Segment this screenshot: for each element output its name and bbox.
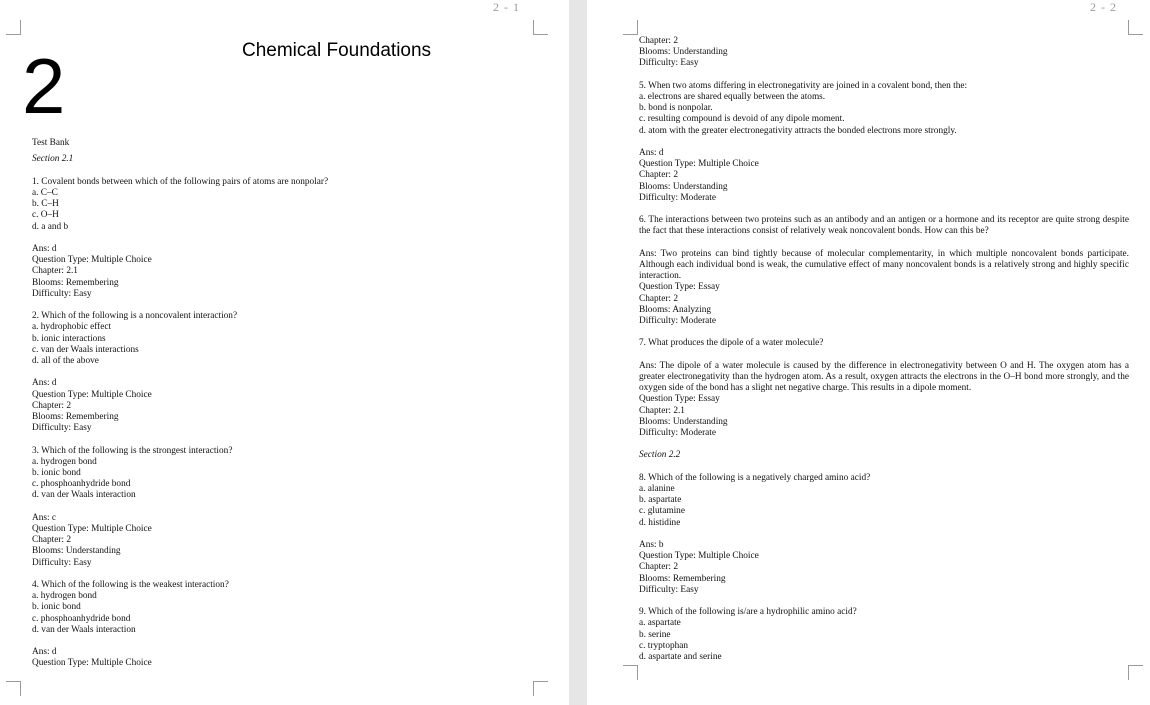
question-6-text: 6. The interactions between two proteins such as an antibody and an antigen or a hormone and its receptor are quite strong despite the fact that these interactions consist of relatively weak noncovalent bonds. How can this be? <box>639 215 1129 237</box>
question-4-chapter: Chapter: 2 <box>639 36 678 46</box>
question-6-blooms: Blooms: Analyzing <box>639 304 712 315</box>
question-4-difficulty: Difficulty: Easy <box>639 58 699 69</box>
test-bank-label: Test Bank <box>32 138 70 148</box>
question-3-type: Question Type: Multiple Choice <box>32 524 152 534</box>
page-number-label: 2 - 2 <box>1090 0 1117 14</box>
question-8-blooms: Blooms: Remembering <box>639 573 726 584</box>
question-1-type: Question Type: Multiple Choice <box>32 255 152 266</box>
question-3-blooms: Blooms: Understanding <box>32 546 121 557</box>
question-6-difficulty: Difficulty: Moderate <box>639 316 717 327</box>
document-page-2 <box>587 0 1150 705</box>
question-7-chapter: Chapter: 2.1 <box>639 405 685 416</box>
question-1-option-b: b. C–H <box>32 199 59 210</box>
page-2-body <box>639 36 1129 663</box>
section-heading: Section 2.2 <box>639 450 681 461</box>
question-2-text: 2. Which of the following is a noncovalent interaction? <box>32 311 238 322</box>
question-5-blooms: Blooms: Understanding <box>639 181 728 192</box>
question-9-text: 9. Which of the following is/are a hydrophilic amino acid? <box>639 607 857 618</box>
question-5-option-a: a. electrons are shared equally between the atoms. <box>639 92 826 102</box>
question-2-option-b: b. ionic interactions <box>32 333 106 344</box>
question-1-blooms: Blooms: Remembering <box>32 277 119 288</box>
question-2-option-c: c. van der Waals interactions <box>32 344 139 355</box>
question-8-option-d: d. histidine <box>639 517 681 528</box>
question-3-option-c: c. phosphoanhydride bond <box>32 479 131 490</box>
question-3-option-d: d. van der Waals interaction <box>32 490 136 501</box>
question-2-chapter: Chapter: 2 <box>32 400 71 411</box>
crop-mark-bottom-left <box>6 681 21 696</box>
question-3-answer: Ans: c <box>32 512 57 523</box>
question-5-chapter: Chapter: 2 <box>639 170 678 181</box>
chapter-number: 2 <box>22 42 66 130</box>
question-9-option-d: d. aspartate and serine <box>639 652 722 663</box>
chapter-title: Chemical Foundations <box>242 40 432 61</box>
question-4-text: 4. Which of the following is the weakest interaction? <box>32 580 229 590</box>
question-8-difficulty: Difficulty: Easy <box>639 584 699 595</box>
question-5-type: Question Type: Multiple Choice <box>639 159 759 170</box>
question-1-answer: Ans: d <box>32 243 57 254</box>
question-8-text: 8. Which of the following is a negatively charged amino acid? <box>639 472 871 483</box>
crop-mark-top-right <box>533 20 548 35</box>
question-7-text: 7. What produces the dipole of a water molecule? <box>639 338 824 349</box>
question-4-option-c: c. phosphoanhydride bond <box>32 613 131 624</box>
question-4-type: Question Type: Multiple Choice <box>32 658 152 669</box>
page-1-body <box>32 138 547 670</box>
question-1-difficulty: Difficulty: Easy <box>32 288 92 299</box>
crop-mark-top-left <box>6 20 21 35</box>
question-2-blooms: Blooms: Remembering <box>32 412 119 422</box>
question-1-chapter: Chapter: 2.1 <box>32 266 78 277</box>
document-page-1 <box>0 0 569 705</box>
question-3-chapter: Chapter: 2 <box>32 535 71 546</box>
question-1-text: 1. Covalent bonds between which of the following pairs of atoms are nonpolar? <box>32 176 329 187</box>
question-4-option-a: a. hydrogen bond <box>32 591 97 602</box>
question-7-difficulty: Difficulty: Moderate <box>639 428 717 439</box>
question-2-option-a: a. hydrophobic effect <box>32 322 112 333</box>
question-5-option-d: d. atom with the greater electronegativity attracts the bonded electrons more strongly. <box>639 125 957 136</box>
crop-mark-top-left <box>623 20 638 35</box>
section-heading: Section 2.1 <box>32 154 74 165</box>
question-5-text: 5. When two atoms differing in electronegativity are joined in a covalent bond, then the: <box>639 80 968 91</box>
question-4-blooms: Blooms: Understanding <box>639 47 728 58</box>
question-3-option-a: a. hydrogen bond <box>32 456 97 467</box>
question-4-option-d: d. van der Waals interaction <box>32 624 136 635</box>
question-1-option-a: a. C–C <box>32 187 58 198</box>
question-6-answer: Ans: Two proteins can bind tightly because of molecular complementarity, in which multiple noncovalent bonds participate. Although each individual bond is weak, the cumulative effect of many noncovalent bonds is a relatively strong and highly specific interaction. <box>639 248 1129 282</box>
question-8-chapter: Chapter: 2 <box>639 562 678 573</box>
question-4-option-b: b. ionic bond <box>32 602 81 613</box>
question-5-difficulty: Difficulty: Moderate <box>639 192 717 203</box>
question-8-type: Question Type: Multiple Choice <box>639 551 759 562</box>
question-8-option-a: a. alanine <box>639 484 675 494</box>
crop-mark-top-right <box>1128 20 1143 35</box>
question-5-option-c: c. resulting compound is devoid of any dipole moment. <box>639 114 845 125</box>
question-5-option-b: b. bond is nonpolar. <box>639 103 713 114</box>
question-1-option-d: d. a and b <box>32 221 69 232</box>
question-7-answer: Ans: The dipole of a water molecule is caused by the difference in electronegativity between O and H. The oxygen atom has a greater electronegativity than the hydrogen atom. As a result, oxygen attracts the electrons in the O–H bond more strongly, and the oxygen side of the bond has a slight net negative charge. This results in a dipole moment. <box>639 360 1129 394</box>
question-5-answer: Ans: d <box>639 148 664 158</box>
question-8-answer: Ans: b <box>639 540 664 550</box>
question-3-text: 3. Which of the following is the strongest interaction? <box>32 445 233 456</box>
question-7-type: Question Type: Essay <box>639 394 720 405</box>
question-3-option-b: b. ionic bond <box>32 468 81 478</box>
question-8-option-c: c. glutamine <box>639 506 685 517</box>
question-6-type: Question Type: Essay <box>639 282 720 293</box>
page-number-label: 2 - 1 <box>493 0 520 14</box>
question-1-option-c: c. O–H <box>32 210 59 221</box>
question-8-option-b: b. aspartate <box>639 495 682 506</box>
question-9-option-a: a. aspartate <box>639 618 681 629</box>
crop-mark-bottom-left <box>623 665 638 680</box>
question-2-difficulty: Difficulty: Easy <box>32 423 92 434</box>
question-9-option-c: c. tryptophan <box>639 640 689 651</box>
question-4-answer: Ans: d <box>32 647 57 658</box>
question-2-answer: Ans: d <box>32 378 57 389</box>
crop-mark-bottom-right <box>533 681 548 696</box>
question-2-option-d: d. all of the above <box>32 356 99 366</box>
question-3-difficulty: Difficulty: Easy <box>32 557 92 568</box>
question-7-blooms: Blooms: Understanding <box>639 416 728 427</box>
question-9-option-b: b. serine <box>639 629 671 640</box>
question-6-chapter: Chapter: 2 <box>639 293 678 304</box>
question-2-type: Question Type: Multiple Choice <box>32 389 152 400</box>
crop-mark-bottom-right <box>1128 665 1143 680</box>
